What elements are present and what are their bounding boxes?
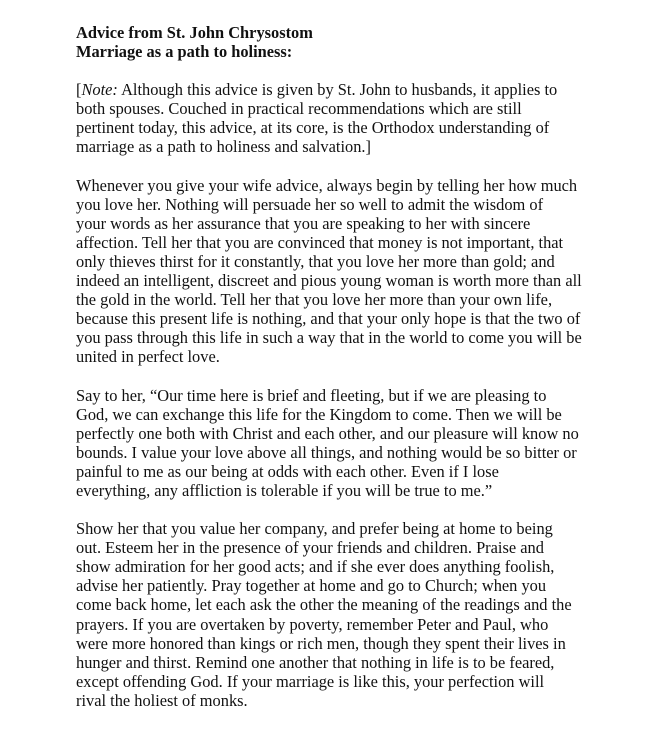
paragraph-line: you love her. Nothing will persuade her so well to admit the wisdom of bbox=[76, 194, 544, 214]
paragraph-line: except offending God. If your marriage is like this, your perfection will bbox=[76, 671, 545, 691]
paragraph-line: bounds. I value your love above all things, and nothing would be so bitter or bbox=[76, 442, 577, 462]
document-heading bbox=[76, 23, 636, 61]
advice-paragraph-3 bbox=[76, 519, 636, 710]
paragraph-line: advise her patiently. Pray together at home and go to Church; when you bbox=[76, 576, 547, 596]
paragraph-line: Whenever you give your wife advice, always begin by telling her how much bbox=[76, 175, 578, 195]
paragraph-line: were more honored than kings or rich men, though they spent their lives in bbox=[76, 633, 566, 653]
paragraph-line: you pass through this life in such a way that in the world to come you will be bbox=[76, 328, 582, 348]
paragraph-line: show admiration for her good acts; and if she ever does anything foolish, bbox=[76, 557, 555, 577]
paragraph-line: out. Esteem her in the presence of your friends and children. Praise and bbox=[76, 538, 544, 558]
paragraph-line: Say to her, “Our time here is brief and fleeting, but if we are pleasing to bbox=[76, 385, 547, 405]
paragraph-line: your words as her assurance that you are speaking to her with sincere bbox=[76, 213, 531, 233]
paragraph-line: because this present life is nothing, and that your only hope is that the two of bbox=[76, 309, 581, 329]
heading-title: Advice from St. John Chrysostom bbox=[76, 23, 313, 42]
paragraph-line: prayers. If you are overtaken by poverty, remember Peter and Paul, who bbox=[76, 614, 549, 634]
document-page bbox=[76, 23, 636, 710]
note-open-bracket: [ bbox=[76, 80, 82, 100]
paragraph-line: indeed an intelligent, discreet and pious young woman is worth more than all bbox=[76, 271, 582, 291]
paragraph-line: hunger and thirst. Remind one another that nothing in life is to be feared, bbox=[76, 652, 555, 672]
note-line: marriage as a path to holiness and salvation.] bbox=[76, 137, 371, 157]
paragraph-line: Show her that you value her company, and prefer being at home to being bbox=[76, 519, 553, 539]
paragraph-line: only thieves thirst for it constantly, that you love her more than gold; and bbox=[76, 251, 555, 271]
paragraph-line: come back home, let each ask the other the meaning of the readings and the bbox=[76, 595, 572, 615]
paragraph-line: everything, any affliction is tolerable if you will be true to me.” bbox=[76, 480, 493, 500]
note-line bbox=[76, 80, 636, 99]
advice-paragraph-1 bbox=[76, 176, 636, 367]
heading-subtitle: Marriage as a path to holiness: bbox=[76, 42, 293, 62]
note-line: both spouses. Couched in practical recommendations which are still bbox=[76, 99, 522, 119]
paragraph-line: perfectly one both with Christ and each other, and our pleasure will know no bbox=[76, 423, 579, 443]
note-paragraph bbox=[76, 80, 636, 156]
paragraph-line: painful to me as our being at odds with each other. Even if I lose bbox=[76, 461, 499, 481]
paragraph-line: God, we can exchange this life for the Kingdom to come. Then we will be bbox=[76, 404, 562, 424]
paragraph-line: affection. Tell her that you are convinced that money is not important, that bbox=[76, 232, 564, 252]
advice-paragraph-2 bbox=[76, 386, 636, 501]
note-line: pertinent today, this advice, at its core, is the Orthodox understanding of bbox=[76, 118, 550, 138]
paragraph-line: rival the holiest of monks. bbox=[76, 690, 248, 710]
note-text: Although this advice is given by St. John to husbands, it applies to bbox=[117, 80, 558, 100]
note-label: Note: bbox=[81, 80, 118, 100]
paragraph-line: the gold in the world. Tell her that you love her more than your own life, bbox=[76, 290, 553, 310]
paragraph-line: united in perfect love. bbox=[76, 347, 220, 367]
